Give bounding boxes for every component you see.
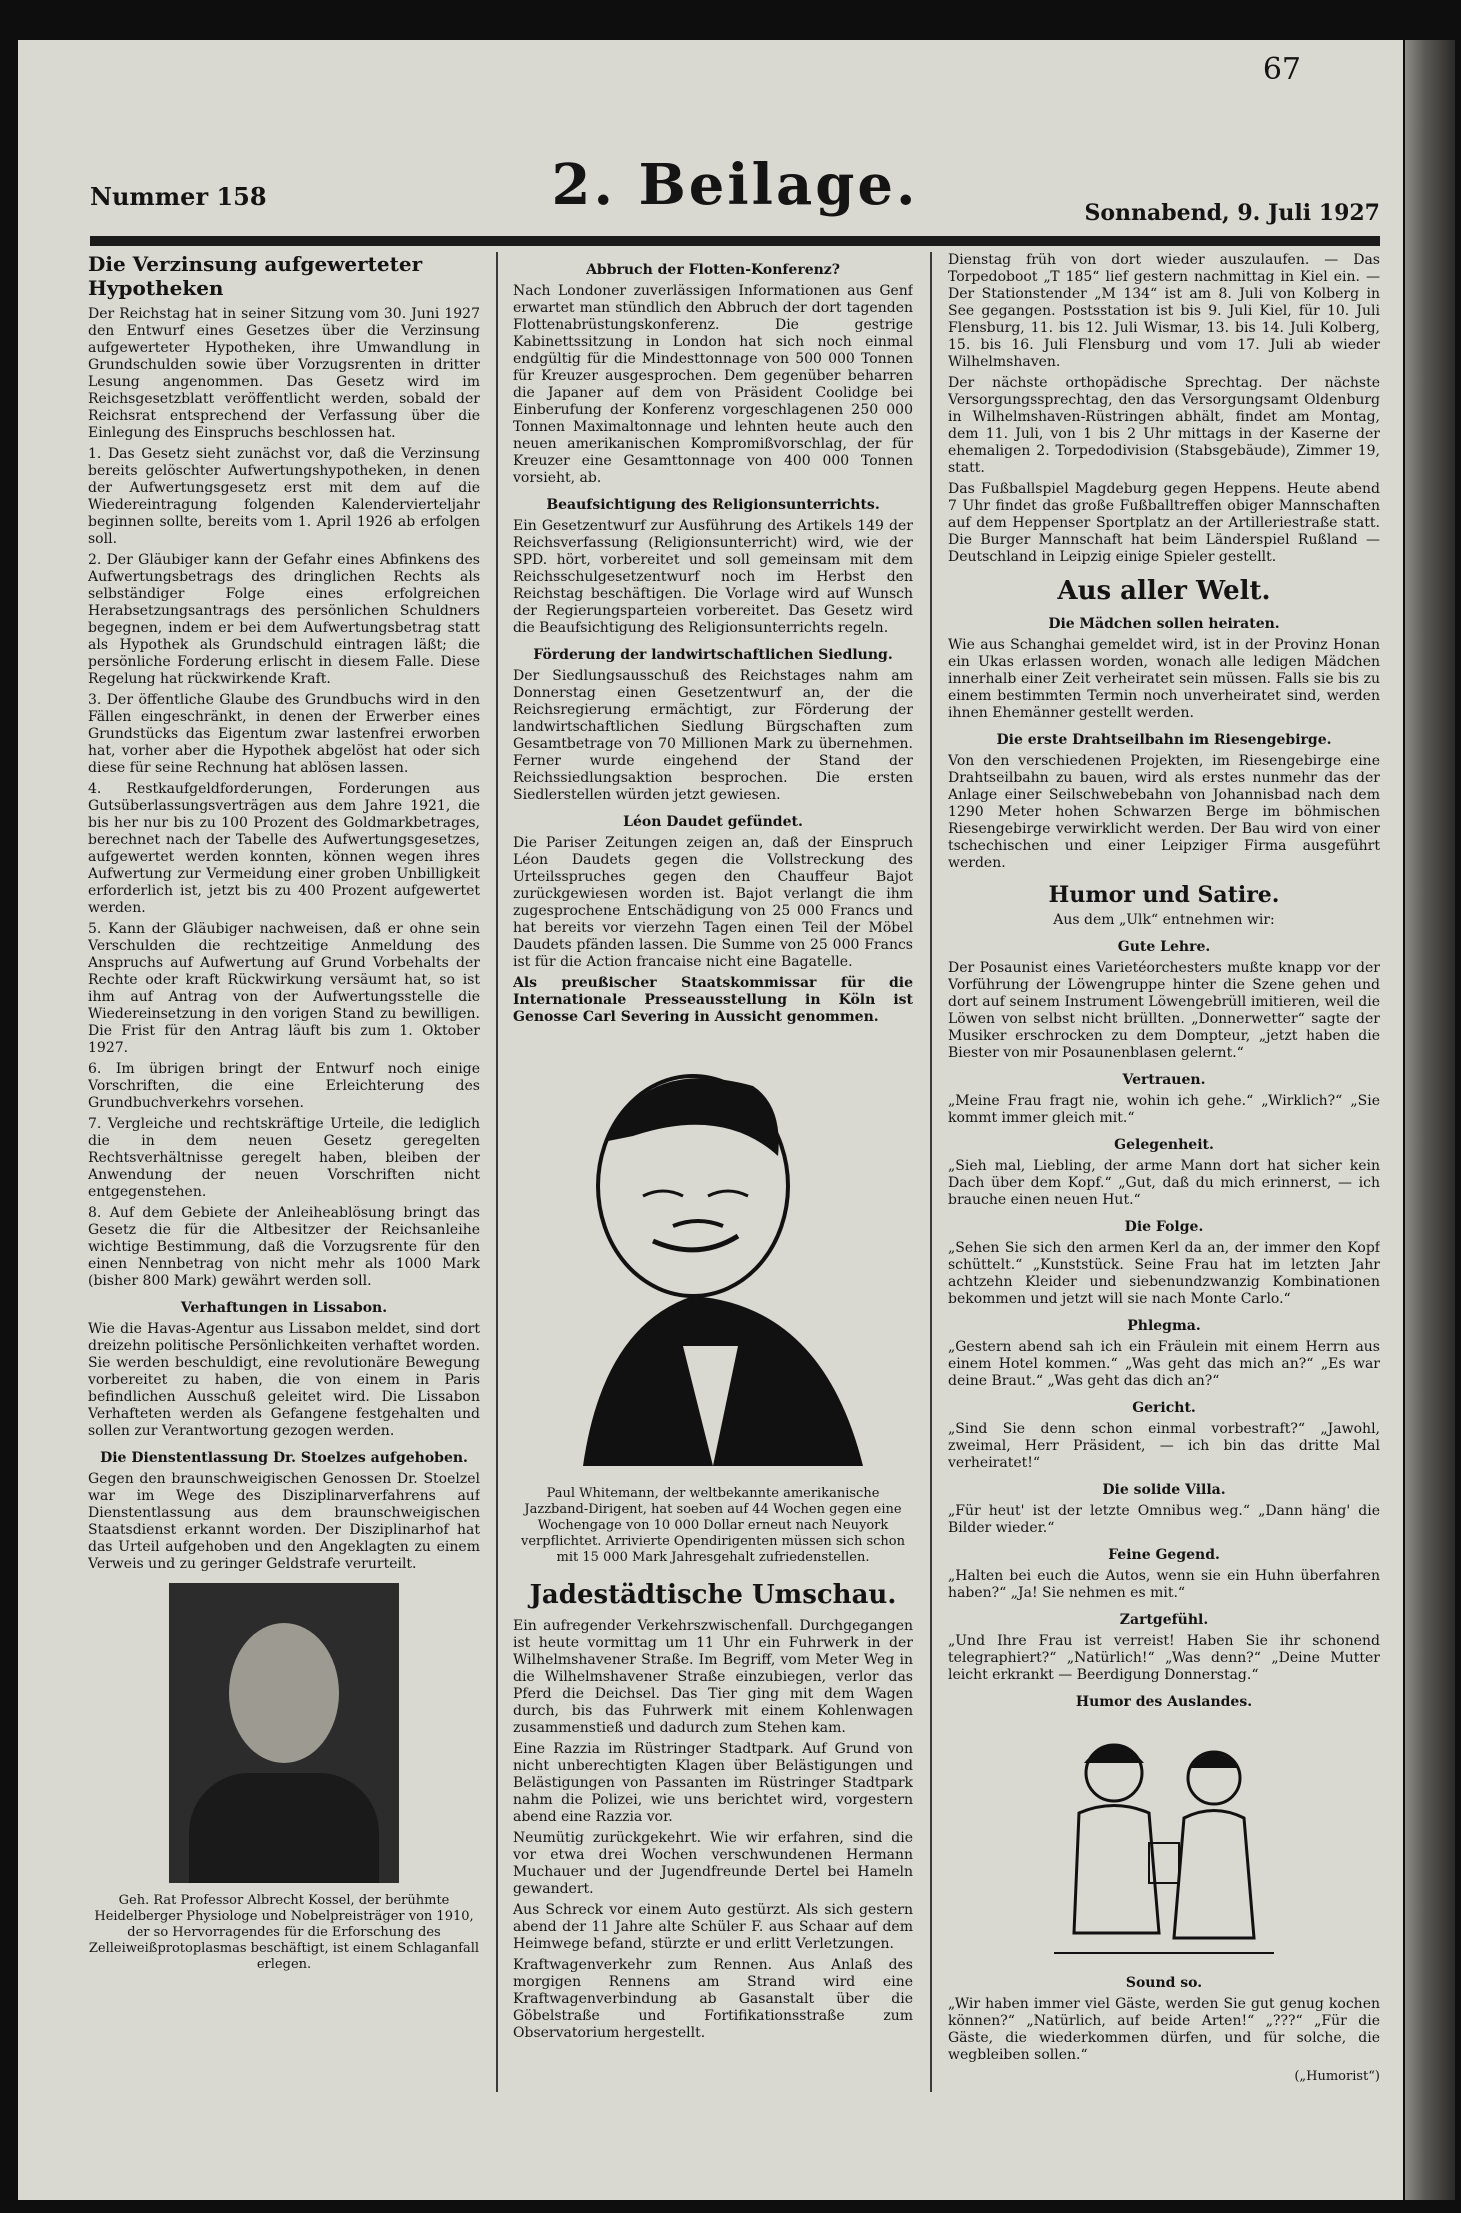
portrait-photo (169, 1583, 399, 1883)
joke-text: „Sehen Sie sich den armen Kerl da an, der immer den Kopf schüttelt.“ „Kunststück. Seine Frau hat im letzten Jahr achtzehn Kleider und siebenundzwanzig Kombinationen bekommen und jetzt will sie nach Monte Carlo.“ (948, 1240, 1380, 1307)
article-paragraph: Neumütig zurückgekehrt. Wie wir erfahren, sind die vor etwa drei Wochen verschwundenen Hermann Muchauer und der Jugendfreunde Dertel bei Hameln gewandert. (513, 1830, 913, 1897)
joke-text: „Für heut' ist der letzte Omnibus weg.“ „Dann häng' die Bilder wieder.“ (948, 1503, 1380, 1536)
joke-title: Feine Gegend. (1108, 1547, 1220, 1563)
joke-title: Gelegenheit. (1114, 1137, 1214, 1153)
joke-text: „Meine Frau fragt nie, wohin ich gehe.“ „Wirklich?“ „Sie kommt immer gleich mit.“ (948, 1093, 1380, 1126)
heading-lissabon: Verhaftungen in Lissabon. (180, 1300, 388, 1316)
headline-jadestaedtische: Jadestädtische Umschau. (529, 1580, 897, 1610)
headline-hypotheken: Die Verzinsung aufgewerteter Hypotheken (88, 252, 423, 300)
joke-text: „Sind Sie denn schon einmal vorbestraft?“ „Jawohl, zweimal, Herr Präsident, — ich bin das dritte Mal verheiratet!“ (948, 1421, 1380, 1471)
caricature-drawing (523, 1046, 903, 1466)
article-paragraph: 1. Das Gesetz sieht zunächst vor, daß die Verzinsung bereits gelöschter Aufwertungshypotheken, in denen der Aufwertungsgesetz erst mit dem auf die Wiedereintragung folgenden Kalendervierteljahr beginnen sollte, bereits vom 1. April 1926 ab erfolgen soll. (88, 446, 480, 547)
masthead (90, 152, 1380, 230)
cartoon-illustration (1054, 1723, 1274, 1963)
portrait-coat (189, 1773, 379, 1883)
portrait-face (229, 1623, 339, 1763)
joke-title: Zartgefühl. (1119, 1612, 1209, 1628)
binding-fold (1405, 40, 1455, 2200)
joke-source: („Humorist“) (1294, 2069, 1380, 2084)
joke-text: „Sieh mal, Liebling, der arme Mann dort hat sicher kein Dach über dem Kopf.“ „Gut, daß du mich erinnerst, — ich brauche einen neuen Hut.“ (948, 1158, 1380, 1208)
column-3 (948, 252, 1380, 2132)
article-paragraph: Ein Gesetzentwurf zur Ausführung des Artikels 149 der Reichsverfassung (Religionsunterricht) wird, wie der SPD. hört, vorbereitet und soll gemeinsam mit dem Reichsschulgesetzentwurf noch im Herbst den Reichstag beschäftigen. Die Vorlage wird auf Wunsch der Regierungsparteien vorbereitet. Das Gesetz wird die Beaufsichtigung des Religionsunterrichts regeln. (513, 518, 913, 636)
joke-text: „Gestern abend sah ich ein Fräulein mit einem Herrn aus einem Hotel kommen.“ „Was geht das mich an?“ „Es war deine Braut.“ „Was geht das dich an?“ (948, 1339, 1380, 1389)
joke-text: „Halten bei euch die Autos, wenn sie ein Huhn überfahren haben?“ „Ja! Sie nehmen es mit.“ (948, 1568, 1380, 1601)
heading-flotten: Abbruch der Flotten-Konferenz? (586, 262, 840, 278)
article-paragraph: 4. Restkaufgeldforderungen, Forderungen aus Gutsüberlassungsverträgen aus dem Jahre 1921, die bis her nur bis zu 100 Prozent des Goldmarkbetrages, berechnet nach der Tabelle des Aufwertungsgesetzes, aufgewertet werden konnten, können wegen ihres Aufwertung zur Vermeidung einer groben Unbilligkeit erforderlich ist, jetzt bis zu 400 Prozent aufgewertet werden. (88, 781, 480, 916)
article-paragraph: Die Pariser Zeitungen zeigen an, daß der Einspruch Léon Daudets gegen die Vollstreckung des Urteilsspruches gegen den Chauffeur Bajot zurückgewiesen worden ist. Bajot verlangt die ihm zugesprochene Entschädigung von 25 000 Francs und hat bereits vor vierzehn Tagen einen Teil der Möbel Daudets pfänden lassen. Die Summe von 25 000 Francs ist für die Action francaise nicht eine Bagatelle. (513, 835, 913, 970)
column-divider (496, 252, 498, 2092)
article-paragraph: 2. Der Gläubiger kann der Gefahr eines Abfinkens des Aufwertungsbetrags des dringlichen Rechts als selbständiger Folge eines erfolgreichen Herabsetzungsantrags des persönlichen Schuldners begegnen, indem er bei dem Aufwertungsbetrag statt als Hypothek als Grundschuld eintragen läßt; die persönliche Forderung erlischt in diesem Falle. Diese Regelung hat rückwirkende Kraft. (88, 552, 480, 687)
article-paragraph: 5. Kann der Gläubiger nachweisen, daß er ohne sein Verschulden die rechtzeitige Anmeldung des Anspruchs auf Aufwertung auf Grund Vorbehalts der Rechte oder kraft Rückwirkung versäumt hat, so ist ihm auf Antrag von der Aufwertungsstelle die Wiedereinsetzung in den vorigen Stand zu bewilligen. Die Frist für den Antrag läuft bis zum 1. Oktober 1927. (88, 921, 480, 1056)
article-paragraph: 3. Der öffentliche Glaube des Grundbuchs wird in den Fällen eingeschränkt, in denen der Erwerber eines Grundstücks das Eigentum zwar lastenfrei erworben hat, vorher aber die Hypothek abgelöst hat oder sich diese für seine Rechnung hat ablösen lassen. (88, 692, 480, 776)
issue-number: Nummer 158 (90, 182, 267, 211)
heading-drahtseilbahn: Die erste Drahtseilbahn im Riesengebirge. (996, 732, 1332, 748)
heading-daudet: Léon Daudet gefündet. (623, 814, 803, 830)
column-1 (88, 252, 480, 2082)
masthead-rule (90, 236, 1380, 246)
joke-title: Gericht. (1132, 1400, 1196, 1416)
caricature-sketch (523, 1046, 903, 1466)
column-divider (930, 252, 932, 2092)
article-paragraph: Nach Londoner zuverlässigen Informationen aus Genf erwartet man stündlich den Abbruch der dort tagenden Flottenabrüstungskonferenz. Die gestrige Kabinettssitzung in London hat sich noch einmal endgültig für die Mindesttonnage von 500 000 Tonnen für Kreuzer ausgesprochen. Dem gegenüber beharren die Japaner auf dem von Präsident Coolidge bei Einberufung der Konferenz vorgeschlagenen 250 000 Tonnen Maximaltonnage und lehnten heute auch den neuen amerikanischen Kompromißvorschlag, der für Kreuzer eine Gesamttonnage von 400 000 Tonnen vorsieht, ab. (513, 283, 913, 486)
heading-humor-ausland: Humor des Auslandes. (1075, 1694, 1253, 1710)
article-paragraph: Von den verschiedenen Projekten, im Riesengebirge eine Drahtseilbahn zu bauen, wird als erstes nunmehr das der Anlage einer Seilschwebebahn von Johannisbad nach dem 1290 Meter hohen Schwarzen Berge im böhmischen Riesengebirge verwirklicht werden. Der Bau wird von einer tschechischen und einer Leipziger Firma ausgeführt werden. (948, 753, 1380, 871)
page-number: 67 (1262, 52, 1301, 87)
photo-caption: Geh. Rat Professor Albrecht Kossel, der berühmte Heidelberger Physiologe und Nobelpreisträger von 1910, der so Hervorragendes für die Erforschung des Zelleiweißprotoplasmas beschäftigt, ist einem Schlaganfall erlegen. (88, 1893, 480, 1972)
joke-title: Gute Lehre. (1117, 939, 1211, 955)
article-paragraph: Als preußischer Staatskommissar für die Internationale Presseausstellung in Köln ist Genosse Carl Severing in Aussicht genommen. (513, 975, 913, 1025)
humor-intro: Aus dem „Ulk“ entnehmen wir: (1053, 912, 1275, 928)
article-paragraph: Der Reichstag hat in seiner Sitzung vom 30. Juni 1927 den Entwurf eines Gesetzes über die Verzinsung aufgewerteter Hypotheken, ihre Umwandlung in Grundschulden sowie über Vorzugsrenten in dritter Lesung angenommen. Das Gesetz wird im Reichsgesetzblatt veröffentlicht werden, sobald der Reichsrat entsprechend der Verfassung über die Einlegung des Einspruchs beschlossen hat. (88, 306, 480, 441)
article-paragraph: Gegen den braunschweigischen Genossen Dr. Stoelzel war im Wege des Disziplinarverfahrens auf Dienstentlassung aus dem braunschweigischen Staatsdienst erkannt worden. Der Disziplinarhof hat das Urteil aufgehoben und den Angeklagten zu einem Verweis und zu geringer Geldstrafe verurteilt. (88, 1471, 480, 1572)
joke-text: „Wir haben immer viel Gäste, werden Sie gut genug kochen können?“ „Natürlich, auf beide Arten!“ „???“ „Für die Gäste, die wiederkommen dürfen, und für solche, die wegbleiben sollen.“ (948, 1996, 1380, 2063)
article-paragraph: Eine Razzia im Rüstringer Stadtpark. Auf Grund von nicht unberechtigten Klagen über Belästigungen und Belästigungen von Passanten im Rüstringer Stadtpark nahm die Polizei, wie uns berichtet wird, vorgestern abend eine Razzia vor. (513, 1741, 913, 1825)
heading-stoelzel: Die Dienstentlassung Dr. Stoelzes aufgehoben. (100, 1450, 468, 1466)
headline-humor-satire: Humor und Satire. (1048, 882, 1280, 908)
article-paragraph: 7. Vergleiche und rechtskräftige Urteile, die lediglich die in dem neuen Gesetz geregelten Rechtsverhältnisse geregelt haben, bleiben der Anwendung der neuen Vorschriften nicht entgegenstehen. (88, 1116, 480, 1200)
article-paragraph: Wie die Havas-Agentur aus Lissabon meldet, sind dort dreizehn politische Persönlichkeiten verhaftet worden. Sie werden beschuldigt, eine revolutionäre Bewegung vorbereitet zu haben, die von einem in Paris befindlichen Ausschuß geleitet wird. Die Lissabon Verhafteten werden als Gefangene festgehalten und sollen zur Verantwortung gezogen werden. (88, 1321, 480, 1439)
heading-maedchen: Die Mädchen sollen heiraten. (1048, 616, 1280, 632)
heading-siedlung: Förderung der landwirtschaftlichen Siedlung. (533, 647, 893, 663)
sketch-caption: Paul Whitemann, der weltbekannte amerikanische Jazzband-Dirigent, hat soeben auf 44 Wochen gegen eine Wochengage von 10 000 Dollar erneut nach Neuyork verpflichtet. Arrivierte Opendirigenten müssen sich schon mit 15 000 Mark Jahresgehalt zufriedenstellen. (521, 1486, 905, 1565)
article-paragraph: 6. Im übrigen bringt der Entwurf noch einige Vorschriften, die eine Erleichterung des Grundbuchverkehrs vorsehen. (88, 1061, 480, 1111)
supplement-title: 2. Beilage. (551, 152, 919, 218)
joke-title: Vertrauen. (1122, 1072, 1206, 1088)
headline-aus-aller-welt: Aus aller Welt. (1057, 576, 1271, 606)
article-paragraph: Wie aus Schanghai gemeldet wird, ist in der Provinz Honan ein Ukas erlassen worden, wonach alle ledigen Mädchen innerhalb einer Zeit verheiratet sein müssen. Falls sie bis zu einem bestimmten Termin noch unverheiratet sind, werden ihnen Ehemänner gestellt werden. (948, 637, 1380, 721)
joke-text: Der Posaunist eines Varietéorchesters mußte knapp vor der Vorführung der Löwengruppe hinter die Szene gehen und dort auf seinem Instrument Löwengebrüll imitieren, weil die Löwen von selbst nicht brüllten. „Donnerwetter“ sagte der Musiker erschrocken zu dem Dompteur, „jetzt haben die Biester von mir Posaunenblasen gelernt.“ (948, 960, 1380, 1061)
heading-religion: Beaufsichtigung des Religionsunterrichts. (546, 497, 880, 513)
article-paragraph: Der Siedlungsausschuß des Reichstages nahm am Donnerstag einen Gesetzentwurf an, der die Reichsregierung ermächtigt, zur Förderung der landwirtschaftlichen Siedlung Bürgschaften zum Gesamtbetrage von 70 Millionen Mark zu übernehmen. Ferner wurde eingehend der Stand der Reichssiedlungsaktion besprochen. Die ersten Siedlerstellen würden jetzt gewiesen. (513, 668, 913, 803)
article-paragraph: Das Fußballspiel Magdeburg gegen Heppens. Heute abend 7 Uhr findet das große Fußballtreffen obiger Mannschaften auf dem Heppenser Sportplatz an der Artilleriestraße statt. Die Burger Mannschaft hat beim Länderspiel Rußland — Deutschland in Leipzig einige Spieler gestellt. (948, 481, 1380, 565)
joke-title: Phlegma. (1127, 1318, 1201, 1334)
article-paragraph: Der nächste orthopädische Sprechtag. Der nächste Versorgungssprechtag, den das Versorgungsamt Oldenburg in Wilhelmshaven-Rüstringen abhält, findet am Montag, dem 11. Juli, von 1 bis 2 Uhr mittags in der Kaserne der ehemaligen 2. Torpedodivision (Stabsgebäude), Zimmer 19, statt. (948, 375, 1380, 476)
joke-title: Die Folge. (1124, 1219, 1204, 1235)
article-paragraph: Kraftwagenverkehr zum Rennen. Aus Anlaß des morgigen Rennens am Strand wird eine Kraftwagenverbindung ab Gasanstalt über die Göbelstraße und Fortifikationsstraße zum Observatorium hergestellt. (513, 1957, 913, 2041)
cartoon-drawing (1054, 1723, 1274, 1963)
article-paragraph: Dienstag früh von dort wieder auszulaufen. — Das Torpedoboot „T 185“ lief gestern nachmittag in Kiel ein. — Der Stationstender „M 134“ ist am 8. Juli von Kolberg in See gegangen. Postsstation ist bis 9. Juli Kiel, für 10. Juli Flensburg, 11. bis 12. Juli Wismar, 13. bis 14. Juli Kolberg, 15. bis 16. Juli Flensburg und vom 17. Juli ab wieder Wilhelmshaven. (948, 252, 1380, 370)
article-paragraph: Aus Schreck vor einem Auto gestürzt. Als sich gestern abend der 11 Jahre alte Schüler F. aus Schaar auf dem Heimwege befand, stürzte er und erlitt Verletzungen. (513, 1902, 913, 1952)
joke-title: Die solide Villa. (1102, 1482, 1226, 1498)
issue-date: Sonnabend, 9. Juli 1927 (1084, 200, 1380, 226)
article-paragraph: 8. Auf dem Gebiete der Anleiheablösung bringt das Gesetz die für die Altbesitzer der Reichsanleihe wichtige Bestimmung, daß die Vorzugsrente für den einen Nennbetrag von nicht mehr als 1000 Mark (bisher 800 Mark) gewährt werden soll. (88, 1205, 480, 1289)
article-paragraph: Ein aufregender Verkehrszwischenfall. Durchgegangen ist heute vormittag um 11 Uhr ein Fuhrwerk in der Wilhelmshavener Straße. Im Begriff, vom Meter Weg in die Wilhelmshavener Straße einzubiegen, verlor das Pferd die Deichsel. Das Tier ging mit dem Wagen durch, bis das Fuhrwerk mit einem Kohlenwagen zusammenstieß und dadurch zum Stehen kam. (513, 1618, 913, 1736)
joke-text: „Und Ihre Frau ist verreist! Haben Sie ihr schonend telegraphiert?“ „Natürlich!“ „Was denn?“ „Deine Mutter leicht erkrankt — Beerdigung Donnerstag.“ (948, 1633, 1380, 1683)
joke-title: Sound so. (1125, 1975, 1203, 1991)
column-2 (513, 252, 913, 2132)
